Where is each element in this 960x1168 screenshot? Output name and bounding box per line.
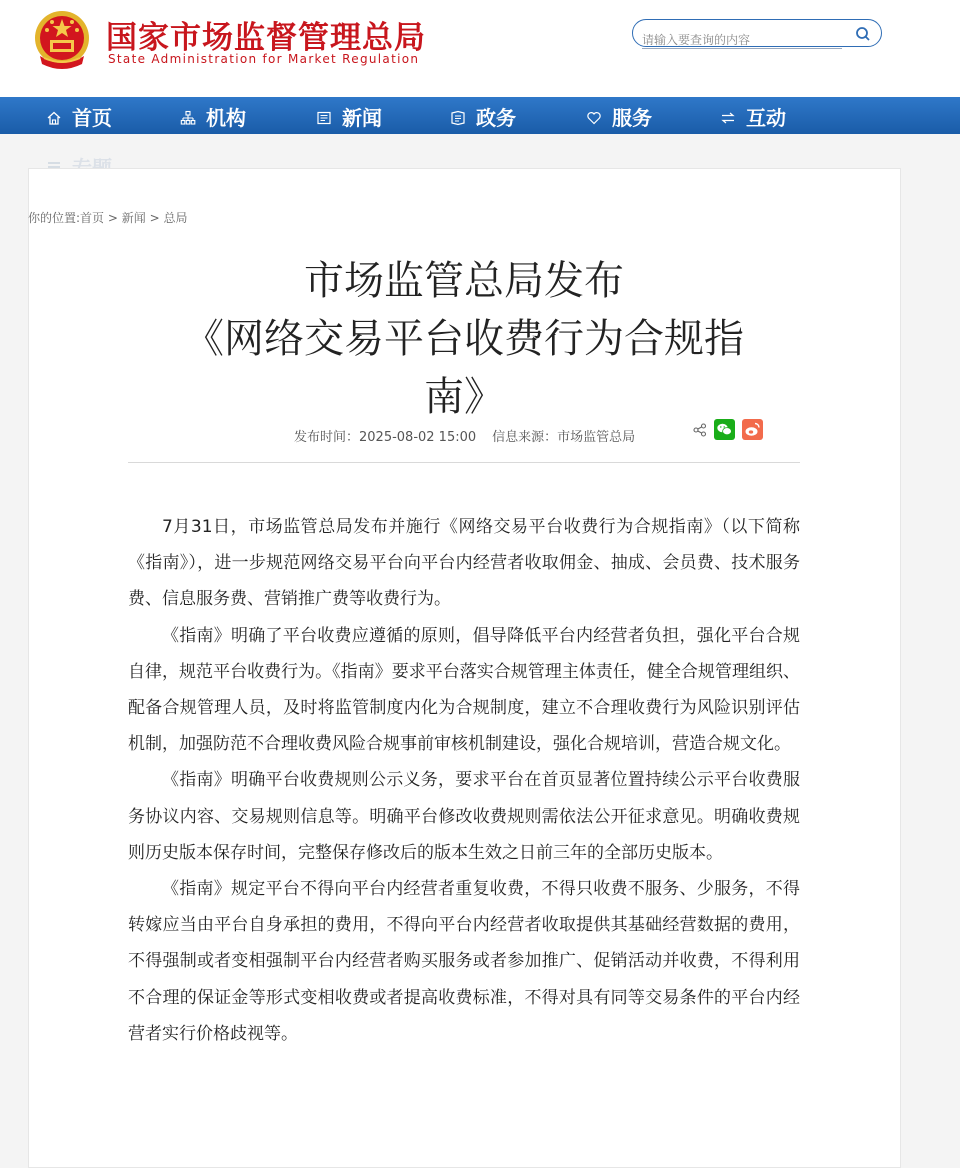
weibo-icon[interactable] xyxy=(742,419,763,440)
nav-item-org[interactable] xyxy=(180,103,246,133)
article-paragraph: 7月31日，市场监管总局发布并施行《网络交易平台收费行为合规指南》（以下简称《指南》），进一步规范网络交易平台向平台内经营者收取佣金、抽成、会员费、技术服务费、信息服务费、营销推广费等收费行为。 xyxy=(128,517,800,610)
nav-label: 服务 xyxy=(612,106,652,130)
publish-time: 发布时间：2025-08-02 15:00 xyxy=(294,430,477,445)
search-input[interactable] xyxy=(642,32,842,49)
nav-item-home[interactable] xyxy=(46,103,112,133)
article-paragraph: 《指南》明确平台收费规则公示义务，要求平台在首页显著位置持续公示平台收费服务协议内容、交易规则信息等。明确平台修改收费规则需依法公开征求意见。明确收费规则历史版本保存时间，完整保存修改后的版本生效之日前三年的全部历史版本。 xyxy=(128,770,800,863)
home-icon xyxy=(46,110,62,126)
site-name-cn[interactable]: 国家市场监督管理总局 xyxy=(106,20,426,56)
article-paragraph: 《指南》明确了平台收费应遵循的原则，倡导降低平台内经营者负担，强化平台合规自律，规范平台收费行为。《指南》要求平台落实合规管理主体责任，健全合规管理组织、配备合规管理人员，及时将监管制度内化为合规制度，建立不合理收费行为风险识别评估机制，加强防范不合理收费风险合规事前审核机制建设，强化合规培训，营造合规文化。 xyxy=(128,625,800,755)
nav-item-news[interactable] xyxy=(316,103,382,133)
heart-icon xyxy=(586,110,602,126)
nav-label: 新闻 xyxy=(342,106,382,130)
gov-affairs-icon xyxy=(450,110,466,126)
site-header xyxy=(0,0,960,97)
search-box xyxy=(632,19,882,47)
nav-label: 互动 xyxy=(746,106,786,130)
breadcrumb-separator: > xyxy=(145,211,164,225)
share-bar xyxy=(693,419,770,440)
breadcrumb xyxy=(28,209,187,226)
breadcrumb-prefix: 你的位置: xyxy=(28,211,81,225)
breadcrumb-separator: > xyxy=(104,211,122,225)
nav-item-gov-affairs[interactable] xyxy=(450,103,516,133)
article-title-line: 《网络交易平台收费行为合规指 xyxy=(184,315,744,362)
nav-label: 政务 xyxy=(476,106,516,130)
article-title xyxy=(128,252,800,426)
nav-label: 首页 xyxy=(72,106,112,130)
breadcrumb-current-link[interactable]: 总局 xyxy=(163,211,188,225)
share-icon[interactable] xyxy=(693,423,707,437)
article-title-line: 南》 xyxy=(424,373,504,420)
breadcrumb-home-link[interactable]: 首页 xyxy=(80,211,105,225)
title-divider xyxy=(128,462,800,463)
exchange-icon xyxy=(720,110,736,126)
article-paragraph: 《指南》规定平台不得向平台内经营者重复收费，不得只收费不服务、少服务，不得转嫁应当由平台自身承担的费用，不得向平台内经营者收取提供其基础经营数据的费用，不得强制或者变相强制平台内经营者购买服务或者参加推广、促销活动并收费，不得利用不合理的保证金等形式变相收费或者提高收费标准，不得对具有同等交易条件的平台内经营者实行价格歧视等。 xyxy=(128,879,800,1044)
org-icon xyxy=(180,110,196,126)
national-emblem-icon[interactable] xyxy=(30,8,94,72)
article-title-line: 市场监管总局发布 xyxy=(304,257,624,304)
nav-label: 机构 xyxy=(206,106,246,130)
main-nav xyxy=(0,97,960,134)
site-name-en[interactable]: State Administration for Market Regulation xyxy=(108,52,420,66)
wechat-icon[interactable] xyxy=(714,419,735,440)
info-source: 信息来源：市场监管总局 xyxy=(492,430,636,445)
search-icon[interactable] xyxy=(855,26,871,42)
article-meta xyxy=(294,426,635,445)
article-body xyxy=(128,509,800,1052)
nav-item-interaction[interactable] xyxy=(720,103,786,133)
news-icon xyxy=(316,110,332,126)
nav-item-service[interactable] xyxy=(586,103,652,133)
breadcrumb-news-link[interactable]: 新闻 xyxy=(121,211,146,225)
